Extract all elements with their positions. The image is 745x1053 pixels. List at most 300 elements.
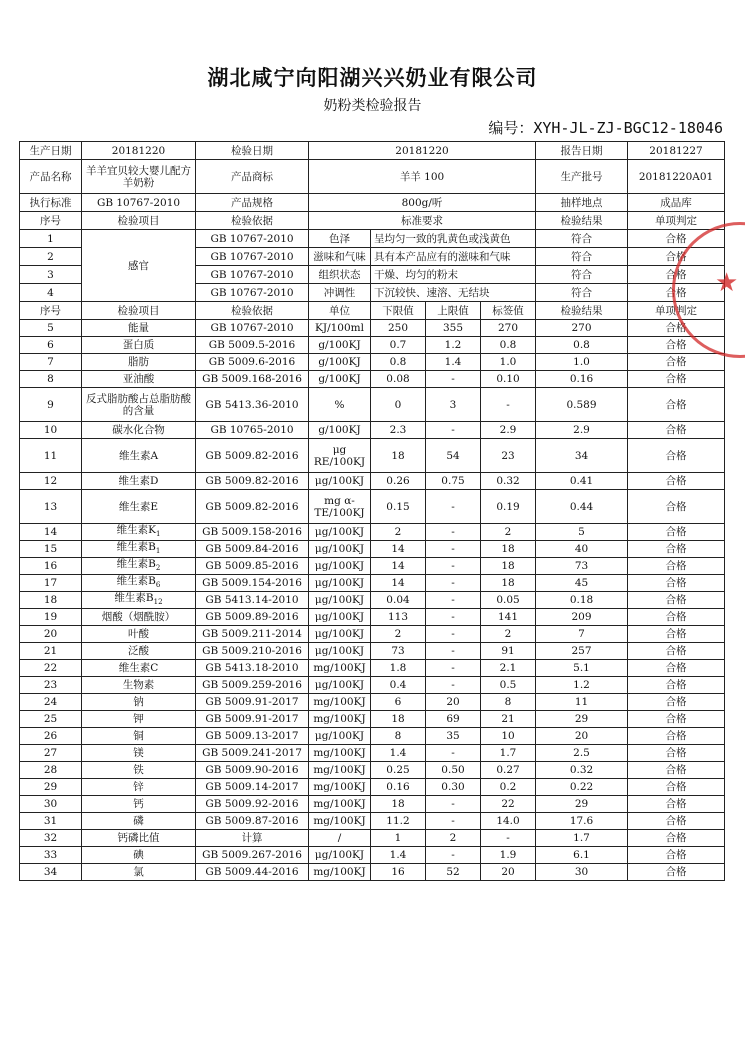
cell: 合格 bbox=[628, 745, 725, 762]
cell: 15 bbox=[20, 541, 82, 558]
cell: GB 5009.44-2016 bbox=[196, 864, 309, 881]
cell: 报告日期 bbox=[536, 142, 628, 160]
cell: 54 bbox=[426, 439, 481, 473]
item-name: 碳水化合物 bbox=[112, 424, 165, 436]
item-name: 维生素C bbox=[118, 662, 159, 675]
cell: 257 bbox=[536, 643, 628, 660]
item-name: 铁 bbox=[133, 764, 144, 777]
cell: μg/100KJ bbox=[309, 575, 371, 592]
cell: 1.4 bbox=[371, 745, 426, 762]
info-row-2 bbox=[20, 160, 725, 194]
cell: 11.2 bbox=[371, 813, 426, 830]
cell: 合格 bbox=[628, 354, 725, 371]
header-cell: 检验项目 bbox=[82, 302, 196, 320]
cell: mg/100KJ bbox=[309, 864, 371, 881]
table-row bbox=[20, 711, 725, 728]
item-cell bbox=[82, 371, 196, 388]
item-cell bbox=[82, 490, 196, 524]
cell: 滋味和气味 bbox=[309, 248, 371, 266]
cell: GB 5009.154-2016 bbox=[196, 575, 309, 592]
cell: 5 bbox=[20, 320, 82, 337]
cell: 0.15 bbox=[371, 490, 426, 524]
cell: 27 bbox=[20, 745, 82, 762]
cell: 合格 bbox=[628, 643, 725, 660]
sensory-header-row bbox=[20, 212, 725, 230]
cell: 34 bbox=[536, 439, 628, 473]
header-cell: 上限值 bbox=[426, 302, 481, 320]
cell: 26 bbox=[20, 728, 82, 745]
cell: 14.0 bbox=[481, 813, 536, 830]
cell: 0.22 bbox=[536, 779, 628, 796]
cell: g/100KJ bbox=[309, 354, 371, 371]
cell: 0.41 bbox=[536, 473, 628, 490]
cell: 呈均匀一致的乳黄色或浅黄色 bbox=[371, 230, 536, 248]
cell: GB 5009.89-2016 bbox=[196, 609, 309, 626]
cell: 20181220 bbox=[309, 142, 536, 160]
cell: 250 bbox=[371, 320, 426, 337]
cell: g/100KJ bbox=[309, 371, 371, 388]
item-name: 生物素 bbox=[122, 679, 155, 692]
cell: μg/100KJ bbox=[309, 524, 371, 541]
cell: 20 bbox=[536, 728, 628, 745]
table-row bbox=[20, 592, 725, 609]
item-cell bbox=[82, 694, 196, 711]
cell: 1.0 bbox=[536, 354, 628, 371]
cell: 1.7 bbox=[536, 830, 628, 847]
report-number: 编号：XYH-JL-ZJ-BGC12-18046 bbox=[488, 119, 723, 137]
item-cell bbox=[82, 388, 196, 422]
cell: 6 bbox=[20, 337, 82, 354]
cell: 18 bbox=[481, 575, 536, 592]
cell: 7 bbox=[536, 626, 628, 643]
cell: 29 bbox=[536, 711, 628, 728]
sensory-group-cell: 感官 bbox=[82, 230, 196, 302]
cell: 冲调性 bbox=[309, 284, 371, 302]
cell: KJ/100ml bbox=[309, 320, 371, 337]
cell: 10 bbox=[20, 422, 82, 439]
cell: 合格 bbox=[628, 439, 725, 473]
header-cell: 标准要求 bbox=[309, 212, 536, 230]
item-cell bbox=[82, 558, 196, 575]
cell: 符合 bbox=[536, 248, 628, 266]
cell: 2 bbox=[481, 626, 536, 643]
cell: 0.32 bbox=[536, 762, 628, 779]
item-name: 叶酸 bbox=[128, 628, 149, 641]
cell: 21 bbox=[20, 643, 82, 660]
cell: / bbox=[309, 830, 371, 847]
cell: 4 bbox=[20, 284, 82, 302]
table-row bbox=[20, 558, 725, 575]
item-name: 蛋白质 bbox=[122, 339, 155, 351]
cell: 1 bbox=[371, 830, 426, 847]
item-name: 亚油酸 bbox=[122, 373, 155, 385]
header-cell: 单项判定 bbox=[628, 212, 725, 230]
cell: 合格 bbox=[628, 779, 725, 796]
cell: 22 bbox=[20, 660, 82, 677]
cell: mg/100KJ bbox=[309, 745, 371, 762]
item-name: 钠 bbox=[133, 696, 144, 709]
item-subscript: 1 bbox=[155, 530, 161, 539]
table-row bbox=[20, 728, 725, 745]
cell: 8 bbox=[20, 371, 82, 388]
cell: 0.8 bbox=[481, 337, 536, 354]
cell: 20 bbox=[426, 694, 481, 711]
cell: - bbox=[426, 558, 481, 575]
cell: 组织状态 bbox=[309, 266, 371, 284]
report-title: 奶粉类检验报告 bbox=[323, 98, 422, 114]
header-cell: 检验依据 bbox=[196, 212, 309, 230]
cell: - bbox=[426, 626, 481, 643]
cell: 合格 bbox=[628, 248, 725, 266]
cell: 合格 bbox=[628, 388, 725, 422]
table-row bbox=[20, 388, 725, 422]
cell: μg RE/100KJ bbox=[309, 439, 371, 473]
cell: 合格 bbox=[628, 677, 725, 694]
cell: GB 10767-2010 bbox=[196, 284, 309, 302]
cell: 0.5 bbox=[481, 677, 536, 694]
item-cell bbox=[82, 592, 196, 609]
cell: GB 5413.18-2010 bbox=[196, 660, 309, 677]
cell: g/100KJ bbox=[309, 422, 371, 439]
item-subscript: 2 bbox=[155, 564, 161, 573]
cell: 合格 bbox=[628, 230, 725, 248]
cell: 17 bbox=[20, 575, 82, 592]
cell: - bbox=[426, 660, 481, 677]
cell: GB 5009.92-2016 bbox=[196, 796, 309, 813]
cell: 16 bbox=[20, 558, 82, 575]
table-row bbox=[20, 779, 725, 796]
item-cell bbox=[82, 541, 196, 558]
cell: 20 bbox=[20, 626, 82, 643]
cell: mg/100KJ bbox=[309, 796, 371, 813]
cell: mg/100KJ bbox=[309, 762, 371, 779]
item-name: 维生素A bbox=[118, 449, 159, 462]
cell: GB 5413.36-2010 bbox=[196, 388, 309, 422]
item-cell bbox=[82, 643, 196, 660]
cell: 合格 bbox=[628, 592, 725, 609]
cell: - bbox=[481, 388, 536, 422]
cell: 0.75 bbox=[426, 473, 481, 490]
cell: 成品库 bbox=[628, 194, 725, 212]
cell: GB 10767-2010 bbox=[196, 248, 309, 266]
cell: 产品名称 bbox=[20, 160, 82, 194]
item-cell bbox=[82, 864, 196, 881]
cell: 合格 bbox=[628, 694, 725, 711]
table-row bbox=[20, 830, 725, 847]
cell: - bbox=[426, 524, 481, 541]
cell: μg/100KJ bbox=[309, 609, 371, 626]
cell: GB 5009.210-2016 bbox=[196, 643, 309, 660]
cell: GB 5009.14-2017 bbox=[196, 779, 309, 796]
cell: μg/100KJ bbox=[309, 592, 371, 609]
cell: 色泽 bbox=[309, 230, 371, 248]
cell: 抽样地点 bbox=[536, 194, 628, 212]
cell: GB 5009.13-2017 bbox=[196, 728, 309, 745]
item-cell bbox=[82, 830, 196, 847]
item-cell bbox=[82, 626, 196, 643]
cell: 23 bbox=[481, 439, 536, 473]
table-row bbox=[20, 609, 725, 626]
cell: 合格 bbox=[628, 371, 725, 388]
cell: GB 5009.82-2016 bbox=[196, 473, 309, 490]
cell: 25 bbox=[20, 711, 82, 728]
item-cell bbox=[82, 575, 196, 592]
cell: GB 5009.82-2016 bbox=[196, 490, 309, 524]
cell: 合格 bbox=[628, 626, 725, 643]
cell: GB 5009.241-2017 bbox=[196, 745, 309, 762]
cell: 10 bbox=[481, 728, 536, 745]
table-row bbox=[20, 371, 725, 388]
cell: 1.9 bbox=[481, 847, 536, 864]
cell: 7 bbox=[20, 354, 82, 371]
item-name: 磷 bbox=[133, 815, 144, 828]
cell: 5.1 bbox=[536, 660, 628, 677]
header-cell: 单项判定 bbox=[628, 302, 725, 320]
cell: GB 10767-2010 bbox=[196, 320, 309, 337]
cell: 检验日期 bbox=[196, 142, 309, 160]
cell: - bbox=[426, 847, 481, 864]
cell: GB 5009.6-2016 bbox=[196, 354, 309, 371]
cell: - bbox=[426, 677, 481, 694]
table-row bbox=[20, 660, 725, 677]
table-row bbox=[20, 524, 725, 541]
table-row bbox=[20, 337, 725, 354]
table-row bbox=[20, 541, 725, 558]
cell: 合格 bbox=[628, 473, 725, 490]
cell: 113 bbox=[371, 609, 426, 626]
cell: 0.26 bbox=[371, 473, 426, 490]
seal-star-icon: ★ bbox=[715, 268, 739, 298]
cell: 8 bbox=[371, 728, 426, 745]
cell: 0.10 bbox=[481, 371, 536, 388]
cell: 羊羊宜贝较大婴儿配方羊奶粉 bbox=[82, 160, 196, 194]
table-row bbox=[20, 745, 725, 762]
cell: 31 bbox=[20, 813, 82, 830]
cell: 生产批号 bbox=[536, 160, 628, 194]
cell: 800g/听 bbox=[309, 194, 536, 212]
cell: 73 bbox=[371, 643, 426, 660]
cell: 34 bbox=[20, 864, 82, 881]
cell: - bbox=[426, 541, 481, 558]
header-cell: 下限值 bbox=[371, 302, 426, 320]
cell: 2.5 bbox=[536, 745, 628, 762]
cell: 30 bbox=[536, 864, 628, 881]
cell: 11 bbox=[536, 694, 628, 711]
cell: 18 bbox=[20, 592, 82, 609]
cell: mg/100KJ bbox=[309, 813, 371, 830]
table-row bbox=[20, 796, 725, 813]
cell: 29 bbox=[536, 796, 628, 813]
cell: 2.1 bbox=[481, 660, 536, 677]
cell: 合格 bbox=[628, 660, 725, 677]
cell: GB 5009.259-2016 bbox=[196, 677, 309, 694]
header-cell: 检验结果 bbox=[536, 212, 628, 230]
cell: GB 5009.84-2016 bbox=[196, 541, 309, 558]
cell: 18 bbox=[371, 711, 426, 728]
cell: 1.4 bbox=[426, 354, 481, 371]
cell: 40 bbox=[536, 541, 628, 558]
cell: 0.16 bbox=[536, 371, 628, 388]
cell: 14 bbox=[371, 541, 426, 558]
cell: - bbox=[426, 643, 481, 660]
cell: - bbox=[426, 745, 481, 762]
cell: 73 bbox=[536, 558, 628, 575]
item-cell bbox=[82, 762, 196, 779]
cell: 执行标准 bbox=[20, 194, 82, 212]
table-row bbox=[20, 439, 725, 473]
cell: 0.8 bbox=[536, 337, 628, 354]
cell: μg/100KJ bbox=[309, 728, 371, 745]
cell: - bbox=[426, 490, 481, 524]
cell: 141 bbox=[481, 609, 536, 626]
cell: 1.2 bbox=[536, 677, 628, 694]
cell: 1.2 bbox=[426, 337, 481, 354]
cell: 16 bbox=[371, 864, 426, 881]
cell: 下沉较快、速溶、无结块 bbox=[371, 284, 536, 302]
cell: 0.30 bbox=[426, 779, 481, 796]
cell: GB 5009.5-2016 bbox=[196, 337, 309, 354]
cell: 6 bbox=[371, 694, 426, 711]
cell: 52 bbox=[426, 864, 481, 881]
cell: 0.25 bbox=[371, 762, 426, 779]
cell: 0.32 bbox=[481, 473, 536, 490]
table-row bbox=[20, 694, 725, 711]
item-cell bbox=[82, 813, 196, 830]
item-cell bbox=[82, 439, 196, 473]
cell: GB 10767-2010 bbox=[196, 266, 309, 284]
cell: 产品规格 bbox=[196, 194, 309, 212]
item-cell bbox=[82, 337, 196, 354]
cell: 1 bbox=[20, 230, 82, 248]
item-name: 锌 bbox=[133, 781, 144, 794]
cell: 1.8 bbox=[371, 660, 426, 677]
cell: 1.4 bbox=[371, 847, 426, 864]
cell: 0.589 bbox=[536, 388, 628, 422]
header-cell: 检验项目 bbox=[82, 212, 196, 230]
header-cell: 序号 bbox=[20, 302, 82, 320]
item-name: 铜 bbox=[133, 730, 144, 743]
item-name: 维生素B bbox=[116, 575, 156, 588]
cell: GB 5009.82-2016 bbox=[196, 439, 309, 473]
cell: 0.16 bbox=[371, 779, 426, 796]
item-cell bbox=[82, 847, 196, 864]
item-cell bbox=[82, 728, 196, 745]
cell: 33 bbox=[20, 847, 82, 864]
info-row-1 bbox=[20, 142, 725, 160]
cell: - bbox=[426, 575, 481, 592]
cell: 符合 bbox=[536, 266, 628, 284]
cell: 209 bbox=[536, 609, 628, 626]
cell: 35 bbox=[426, 728, 481, 745]
item-cell bbox=[82, 711, 196, 728]
table-row bbox=[20, 813, 725, 830]
item-name: 反式脂肪酸占总脂肪酸的含量 bbox=[86, 392, 191, 417]
cell: 18 bbox=[481, 558, 536, 575]
info-row-3 bbox=[20, 194, 725, 212]
cell: 9 bbox=[20, 388, 82, 422]
item-cell bbox=[82, 524, 196, 541]
cell: 2 bbox=[371, 524, 426, 541]
cell: 合格 bbox=[628, 266, 725, 284]
item-subscript: 1 bbox=[155, 547, 161, 556]
cell: 合格 bbox=[628, 558, 725, 575]
cell: 羊羊 100 bbox=[309, 160, 536, 194]
cell: 8 bbox=[481, 694, 536, 711]
sensory-row bbox=[20, 230, 725, 248]
cell: 符合 bbox=[536, 230, 628, 248]
cell: 270 bbox=[481, 320, 536, 337]
item-name: 脂肪 bbox=[128, 356, 149, 368]
cell: 合格 bbox=[628, 524, 725, 541]
cell: 18 bbox=[481, 541, 536, 558]
cell: 28 bbox=[20, 762, 82, 779]
cell: 14 bbox=[20, 524, 82, 541]
item-name: 钾 bbox=[133, 713, 144, 726]
cell: GB 5009.85-2016 bbox=[196, 558, 309, 575]
cell: 合格 bbox=[628, 830, 725, 847]
cell: μg/100KJ bbox=[309, 626, 371, 643]
cell: 0.08 bbox=[371, 371, 426, 388]
cell: 0.27 bbox=[481, 762, 536, 779]
cell: 合格 bbox=[628, 284, 725, 302]
table-row bbox=[20, 354, 725, 371]
cell: GB 5009.90-2016 bbox=[196, 762, 309, 779]
cell: 13 bbox=[20, 490, 82, 524]
item-name: 维生素D bbox=[118, 475, 159, 487]
cell: 合格 bbox=[628, 728, 725, 745]
cell: 22 bbox=[481, 796, 536, 813]
cell: 干燥、均匀的粉末 bbox=[371, 266, 536, 284]
cell: 2 bbox=[371, 626, 426, 643]
cell: 0.04 bbox=[371, 592, 426, 609]
cell: 0 bbox=[371, 388, 426, 422]
cell: 14 bbox=[371, 575, 426, 592]
cell: g/100KJ bbox=[309, 337, 371, 354]
cell: GB 10767-2010 bbox=[82, 194, 196, 212]
cell: 合格 bbox=[628, 847, 725, 864]
cell: 2 bbox=[20, 248, 82, 266]
cell: 355 bbox=[426, 320, 481, 337]
cell: 45 bbox=[536, 575, 628, 592]
cell: 合格 bbox=[628, 762, 725, 779]
cell: - bbox=[426, 813, 481, 830]
cell: - bbox=[426, 371, 481, 388]
cell: mg/100KJ bbox=[309, 694, 371, 711]
item-name: 烟酸（烟酰胺） bbox=[101, 611, 176, 624]
cell: μg/100KJ bbox=[309, 847, 371, 864]
table-row bbox=[20, 490, 725, 524]
table-row bbox=[20, 626, 725, 643]
item-name: 维生素B bbox=[114, 592, 154, 605]
cell: 合格 bbox=[628, 575, 725, 592]
item-name: 维生素B bbox=[116, 558, 156, 571]
item-cell bbox=[82, 779, 196, 796]
table-row bbox=[20, 320, 725, 337]
table-row bbox=[20, 677, 725, 694]
cell: GB 5009.168-2016 bbox=[196, 371, 309, 388]
cell: 6.1 bbox=[536, 847, 628, 864]
cell: 0.44 bbox=[536, 490, 628, 524]
cell: 2.3 bbox=[371, 422, 426, 439]
item-cell bbox=[82, 745, 196, 762]
item-name: 钙 bbox=[133, 798, 144, 811]
cell: 合格 bbox=[628, 337, 725, 354]
cell: 3 bbox=[426, 388, 481, 422]
item-subscript: 6 bbox=[155, 581, 161, 590]
item-name: 镁 bbox=[133, 747, 144, 760]
cell: 0.8 bbox=[371, 354, 426, 371]
cell: 29 bbox=[20, 779, 82, 796]
